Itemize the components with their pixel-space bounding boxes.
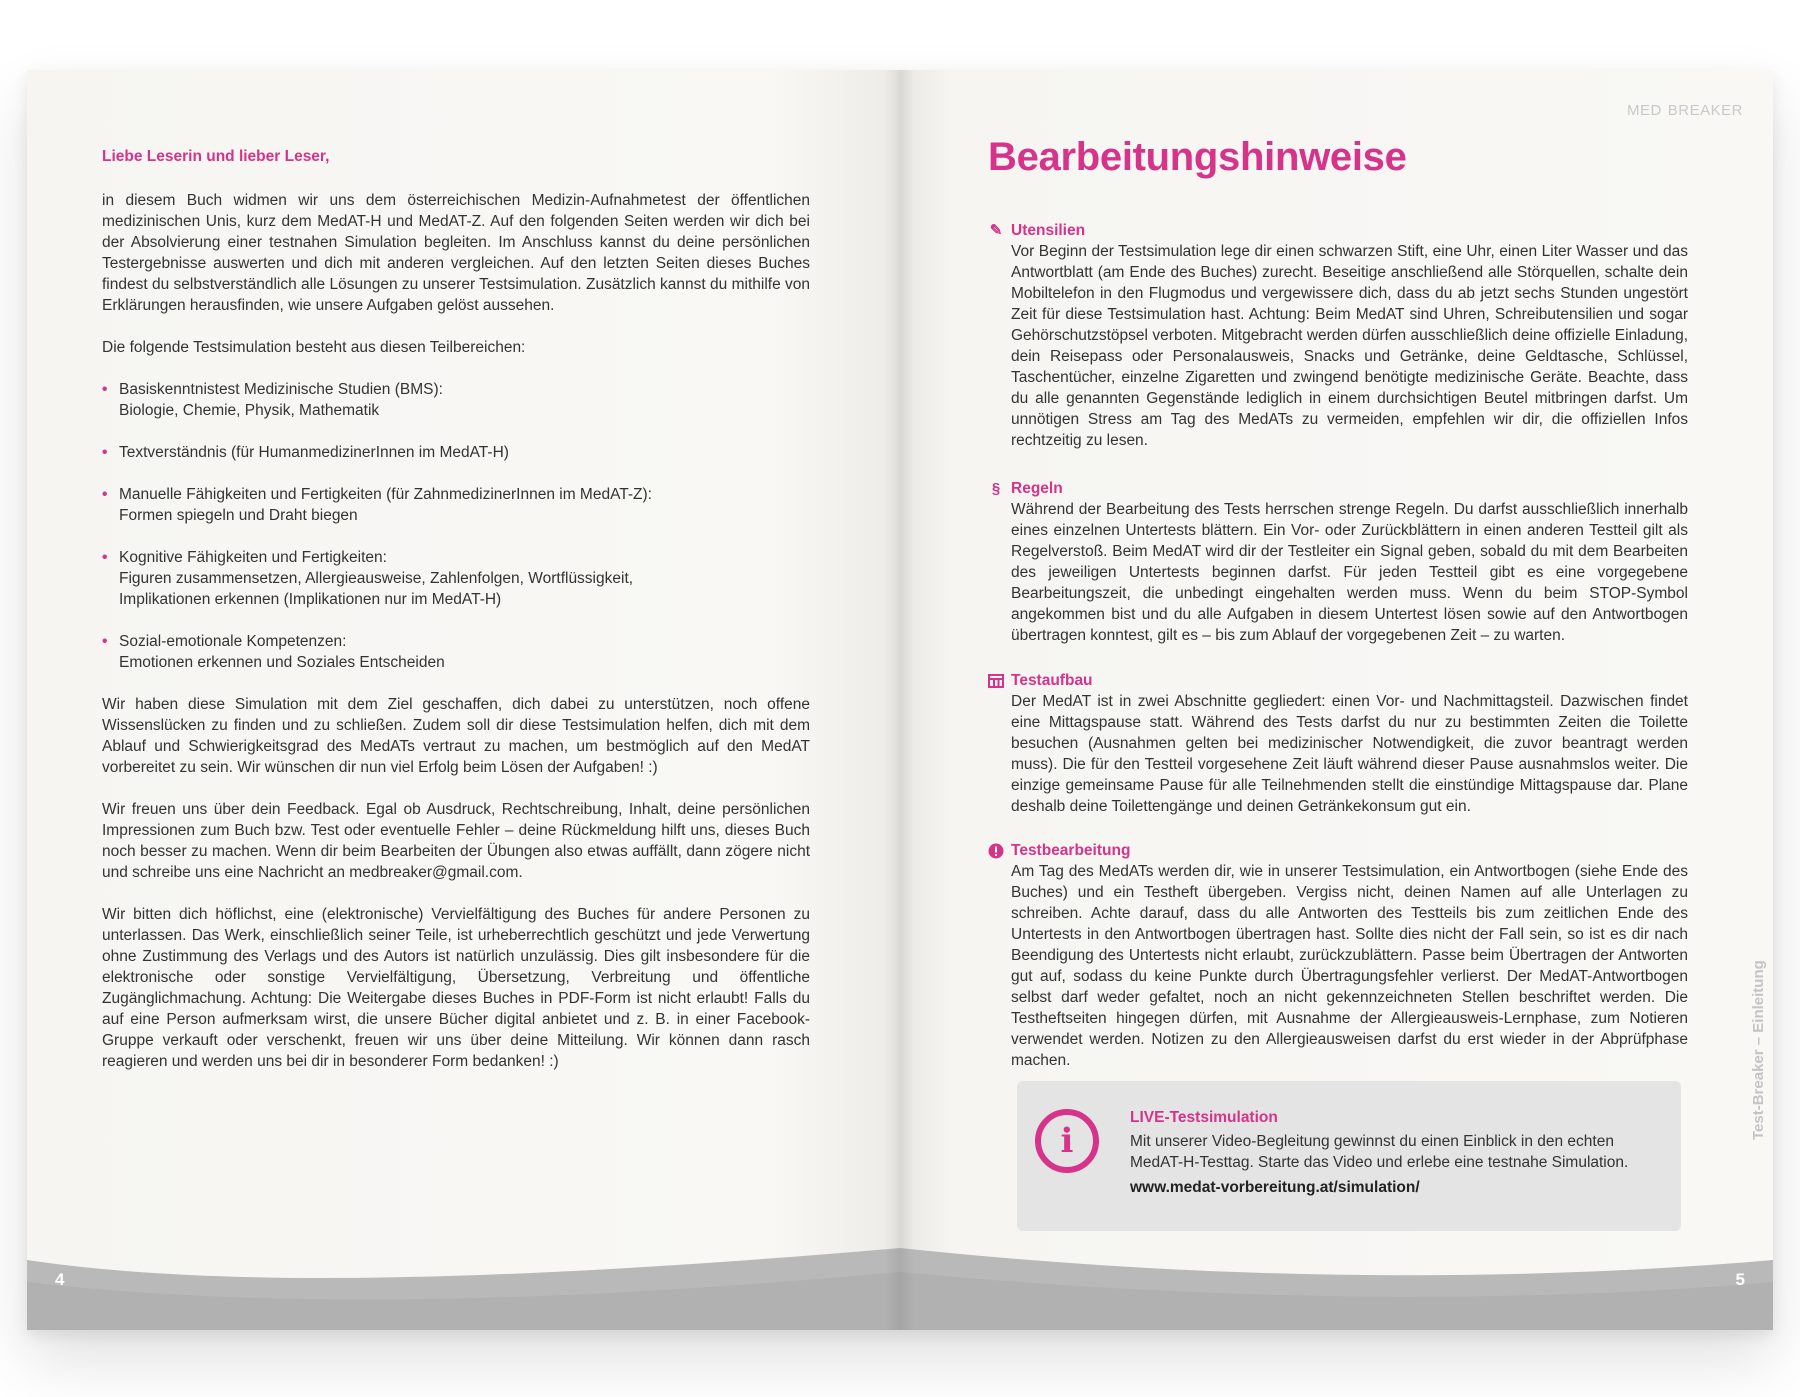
brand-part-1: MED	[1626, 102, 1662, 119]
vertical-chapter-label: Test-Breaker – Einleitung	[1750, 960, 1767, 1140]
pencil-icon: ✎	[989, 222, 1003, 239]
section-heading	[988, 840, 1688, 861]
left-page	[27, 70, 900, 1330]
parts-intro: Die folgende Testsimulation besteht aus diesen Teilbereichen:	[102, 339, 526, 356]
list-item	[102, 379, 810, 421]
section-heading-label: Testbearbeitung	[1011, 842, 1131, 859]
layout-icon	[988, 673, 1004, 689]
brand-part-2: BREAKER	[1667, 102, 1743, 119]
section-testaufbau	[988, 670, 1688, 817]
brand-logo	[1627, 102, 1743, 119]
infobox-text: Mit unserer Video-Begleitung gewinnst du einen Einblick in den echten MedAT-H-Testtag. Starte das Video und erlebe eine testnahe Simulation.	[1130, 1133, 1629, 1171]
simulation-link[interactable]: www.medat-vorbereitung.at/simulation/	[1130, 1179, 1420, 1196]
live-simulation-box	[1017, 1081, 1681, 1231]
right-page	[900, 70, 1773, 1330]
section-heading	[988, 670, 1688, 691]
part-title: Sozial-emotionale Kompetenzen:	[119, 633, 347, 650]
list-item	[102, 484, 810, 526]
footer-wave	[900, 1220, 1773, 1330]
part-title: Kognitive Fähigkeiten und Fertigkeiten:	[119, 549, 387, 566]
bullet-icon: •	[102, 549, 108, 566]
section-regeln	[988, 478, 1688, 646]
section-heading	[988, 478, 1688, 499]
page-number: 4	[55, 1270, 65, 1289]
part-detail: Figuren zusammensetzen, Allergieausweise, Zahlenfolgen, Wortflüssigkeit, Implikationen erkennen (Implikationen nur im MedAT-H)	[119, 570, 634, 608]
parts-list	[102, 379, 810, 673]
bullet-icon: •	[102, 486, 108, 503]
section-utensilien	[988, 220, 1688, 451]
feedback-paragraph: Wir freuen uns über dein Feedback. Egal ob Ausdruck, Rechtschreibung, Inhalt, deine persönlichen Impressionen zum Buch bzw. Test oder eventuelle Fehler – deine Rückmeldung hilft uns, dieses Buch noch besser zu machen. Wenn dir beim Bearbeiten der Übungen also etwas auffällt, dann zögere nicht und schreibe uns eine Nachricht an medbreaker@gmail.com.	[102, 801, 810, 881]
part-title: Textverständnis (für HumanmedizinerInnen im MedAT-H)	[119, 444, 509, 461]
part-title: Basiskenntnistest Medizinische Studien (BMS):	[119, 381, 443, 398]
section-testbearbeitung	[988, 840, 1688, 1071]
section-heading-label: Utensilien	[1011, 222, 1086, 239]
open-book	[27, 70, 1773, 1330]
part-detail: Emotionen erkennen und Soziales Entscheiden	[119, 654, 445, 671]
paragraph-icon: §	[991, 480, 1001, 497]
list-item	[102, 547, 810, 610]
list-item	[102, 442, 810, 463]
left-body	[102, 190, 810, 1093]
part-detail: Biologie, Chemie, Physik, Mathematik	[119, 402, 380, 419]
part-title: Manuelle Fähigkeiten und Fertigkeiten (für ZahnmedizinerInnen im MedAT-Z):	[119, 486, 652, 503]
greeting: Liebe Leserin und lieber Leser,	[102, 148, 330, 165]
goal-paragraph: Wir haben diese Simulation mit dem Ziel geschaffen, dich dabei zu unterstützen, noch offene Wissenslücken zu finden und zu schließen. Zudem soll dir diese Testsimulation helfen, dich mit dem Ablauf und Schwierigkeitsgrad des MedATs vertraut zu machen, um bestmöglich auf den MedAT vorbereitet zu sein. Wir wünschen dir nun viel Erfolg beim Lösen der Aufgaben! :)	[102, 696, 810, 776]
section-heading-label: Testaufbau	[1011, 672, 1093, 689]
info-icon: i	[1035, 1109, 1099, 1173]
bullet-icon: •	[102, 633, 108, 650]
copyright-paragraph: Wir bitten dich höflichst, eine (elektronische) Vervielfältigung des Buches für andere Personen zu unterlassen. Das Werk, einschließlich seiner Teile, ist urheberrechtlich geschützt und jede Verwertung ohne Zustimmung des Verlags und des Autors ist natürlich unzulässig. Dies gilt insbesondere für die elektronische oder sonstige Vervielfältigung, Übersetzung, Verbreitung und öffentliche Zugänglichmachung. Achtung: Die Weitergabe dieses Buches in PDF-Form ist nicht erlaubt! Falls du auf eine Person aufmerksam wirst, die unsere Bücher digital anbietet und z. B. in einer Facebook-Gruppe verkauft oder verschenkt, freuen wir uns über deine Mitteilung. Wir können dann rasch reagieren und werden uns bei dir in besonderer Form bedanken! :)	[102, 906, 810, 1070]
section-text: Während der Bearbeitung des Tests herrschen strenge Regeln. Du darfst ausschließlich innerhalb eines einzelnen Untertests blättern. Ein Vor- oder Zurückblättern in einen anderen Testteil gilt als Regelverstoß. Beim MedAT wird dir der Testleiter ein Signal geben, sobald du mit dem Bearbeiten des jeweiligen Untertests beginnen darfst. Für jeden Testteil gibt es eine vorgegebene Bearbeitungszeit, die unbedingt eingehalten werden muss. Wenn du beim STOP-Symbol angekommen bist und du alle Aufgaben in diesem Untertest lösen sowie auf den Antwortbogen übertragen konntest, gilt es – bis zum Ablauf der vorgegebenen Zeit – zu warten.	[1011, 501, 1688, 644]
page-title: Bearbeitungshinweise	[988, 135, 1407, 179]
alert-icon	[988, 843, 1004, 859]
part-detail: Formen spiegeln und Draht biegen	[119, 507, 358, 524]
section-heading	[988, 220, 1688, 241]
footer-wave	[27, 1220, 900, 1330]
page-number: 5	[1735, 1270, 1745, 1289]
infobox-title: LIVE-Testsimulation	[1130, 1109, 1278, 1126]
intro-paragraph: in diesem Buch widmen wir uns dem österreichischen Medizin-Aufnahmetest der öffentlichen medizinischen Unis, kurz dem MedAT-H und MedAT-Z. Auf den folgenden Seiten werden wir dich bei der Absolvierung einer testnahen Simulation begleiten. Im Anschluss kannst du deine persönlichen Testergebnisse auswerten und dich mit anderen vergleichen. Auf den letzten Seiten dieses Buches findest du selbstverständlich alle Lösungen zu unserer Testsimulation. Zusätzlich kannst du mithilfe von Erklärungen herausfinden, wie unsere Aufgaben gelöst aussehen.	[102, 192, 810, 314]
bullet-icon: •	[102, 381, 108, 398]
list-item	[102, 631, 810, 673]
bullet-icon: •	[102, 444, 108, 461]
section-text: Der MedAT ist in zwei Abschnitte gegliedert: einen Vor- und Nachmittagsteil. Dazwischen findet eine Mittagspause statt. Während des Tests darfst du nur zu bestimmten Zeiten die Toilette besuchen (Ausnahmen gelten bei medizinischer Notwendigkeit, die zuvor beantragt werden muss). Die für den Testteil vorgesehene Zeit läuft während dieser Pause ausnahmslos weiter. Die einzige gemeinsame Pause für alle Teilnehmenden stellt die einstündige Mittagspause dar. Plane deshalb deine Toilettengänge und deinen Getränkekonsum gut ein.	[1011, 693, 1688, 815]
section-text: Vor Beginn der Testsimulation lege dir einen schwarzen Stift, eine Uhr, einen Liter Wasser und das Antwortblatt (am Ende des Buches) zurecht. Beseitige anschließend alle Störquellen, schalte dein Mobiltelefon in den Flugmodus und vergewissere dich, dass du ab jetzt sechs Stunden ungestört Zeit für diese Testsimulation hast. Achtung: Beim MedAT sind Uhren, Schreibutensilien und sogar Gehörschutzstöpsel verboten. Mitgebracht werden dürfen ausschließlich deine offizielle Einladung, dein Reisepass oder Personalausweis, Snacks und Getränke, deine Geldtasche, Schlüssel, Taschentücher, einzelne Zigaretten und zwingend benötigte medizinische Geräte. Beachte, dass du alle genannten Gegenstände lediglich in einem durchsichtigen Beutel mitbringen darfst. Um unnötigen Stress am Tag des MedATs zu vermeiden, empfehlen wir dir, die offiziellen Infos rechtzeitig zu lesen.	[1011, 243, 1688, 449]
section-heading-label: Regeln	[1011, 480, 1063, 497]
section-text: Am Tag des MedATs werden dir, wie in unserer Testsimulation, ein Antwortbogen (siehe Ende des Buches) und ein Testheft übergeben. Vergiss nicht, deinen Namen auf alle Unterlagen zu schreiben. Achte darauf, dass du alle Antworten des Testteils bis zum zeitlichen Ende des Untertests in den Antwortbogen übertragen hast. Sollte dies nicht der Fall sein, so ist es dir nach Beendigung des Untertests nicht erlaubt, zurückzublättern. Passe beim Übertragen der Antworten gut auf, sodass du keine Punkte durch Übertragungsfehler verlierst. Der MedAT-Antwortbogen selbst darf weder gefaltet, noch an nicht gekennzeichneten Stellen beschriftet werden. Die Testheftseiten hingegen dürfen, mit Ausnahme der Allergieausweis-Lernphase, zum Notieren verwendet werden. Notizen zu den Allergieausweisen darfst du erst wieder in der Abprüfphase machen.	[1011, 863, 1688, 1069]
